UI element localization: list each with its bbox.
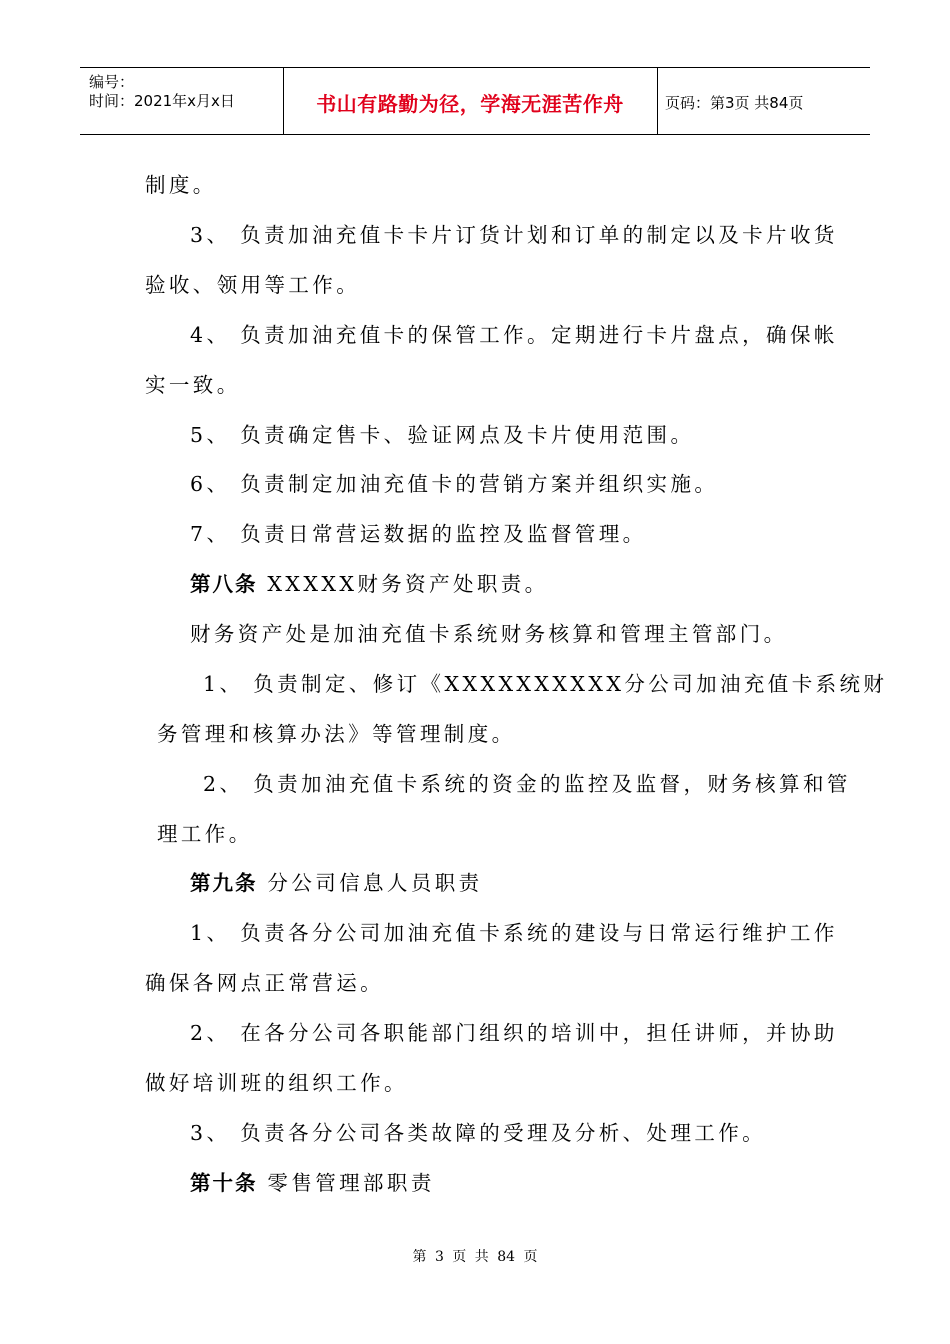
text-line: 制度。	[145, 173, 217, 197]
text-line: 财务资产处是加油充值卡系统财务核算和管理主管部门。	[190, 622, 788, 646]
text-line: 实一致。	[145, 373, 241, 397]
text-line: 理工作。	[157, 822, 253, 846]
document-number-label: 编号：	[89, 73, 135, 91]
list-item: 5、 负责确定售卡、验证网点及卡片使用范围。	[190, 423, 695, 447]
article-number: 第九条	[190, 871, 258, 895]
header-page-info: 页码：第3页 共84页	[665, 93, 804, 112]
list-item: 7、 负责日常营运数据的监控及监督管理。	[190, 522, 647, 546]
article-number: 第十条	[190, 1171, 258, 1195]
article-heading	[190, 1170, 435, 1196]
list-item: 4、 负责加油充值卡的保管工作。定期进行卡片盘点，确保帐	[190, 323, 838, 347]
article-title: 零售管理部职责	[257, 1171, 435, 1195]
list-item: 3、 负责各分公司各类故障的受理及分析、处理工作。	[190, 1121, 767, 1145]
header-meta	[89, 73, 235, 111]
text-line: 做好培训班的组织工作。	[145, 1071, 408, 1095]
article-number: 第八条	[190, 572, 258, 596]
article-heading	[190, 870, 483, 896]
document-time-label: 时间：2021年x月x日	[89, 92, 235, 110]
list-item: 3、 负责加油充值卡卡片订货计划和订单的制定以及卡片收货	[190, 223, 838, 247]
list-item: 2、 负责加油充值卡系统的资金的监控及监督，财务核算和管	[203, 772, 851, 796]
article-title: XXXXX财务资产处职责。	[257, 572, 549, 596]
text-line: 确保各网点正常营运。	[145, 971, 384, 995]
page-footer: 第 3 页 共 84 页	[412, 1249, 538, 1265]
list-item: 2、 在各分公司各职能部门组织的培训中，担任讲师，并协助	[190, 1021, 838, 1045]
list-item: 6、 负责制定加油充值卡的营销方案并组织实施。	[190, 472, 719, 496]
header-motto: 书山有路勤为径，学海无涯苦作舟	[316, 91, 624, 116]
article-title: 分公司信息人员职责	[257, 871, 483, 895]
article-heading	[190, 571, 549, 597]
list-item: 1、 负责各分公司加油充值卡系统的建设与日常运行维护工作	[190, 921, 838, 945]
list-item: 1、 负责制定、修订《XXXXXXXXXX分公司加油充值卡系统财	[203, 672, 888, 696]
text-line: 验收、领用等工作。	[145, 273, 361, 297]
header-divider	[657, 68, 658, 134]
page-header	[80, 67, 870, 135]
text-line: 务管理和核算办法》等管理制度。	[157, 722, 516, 746]
